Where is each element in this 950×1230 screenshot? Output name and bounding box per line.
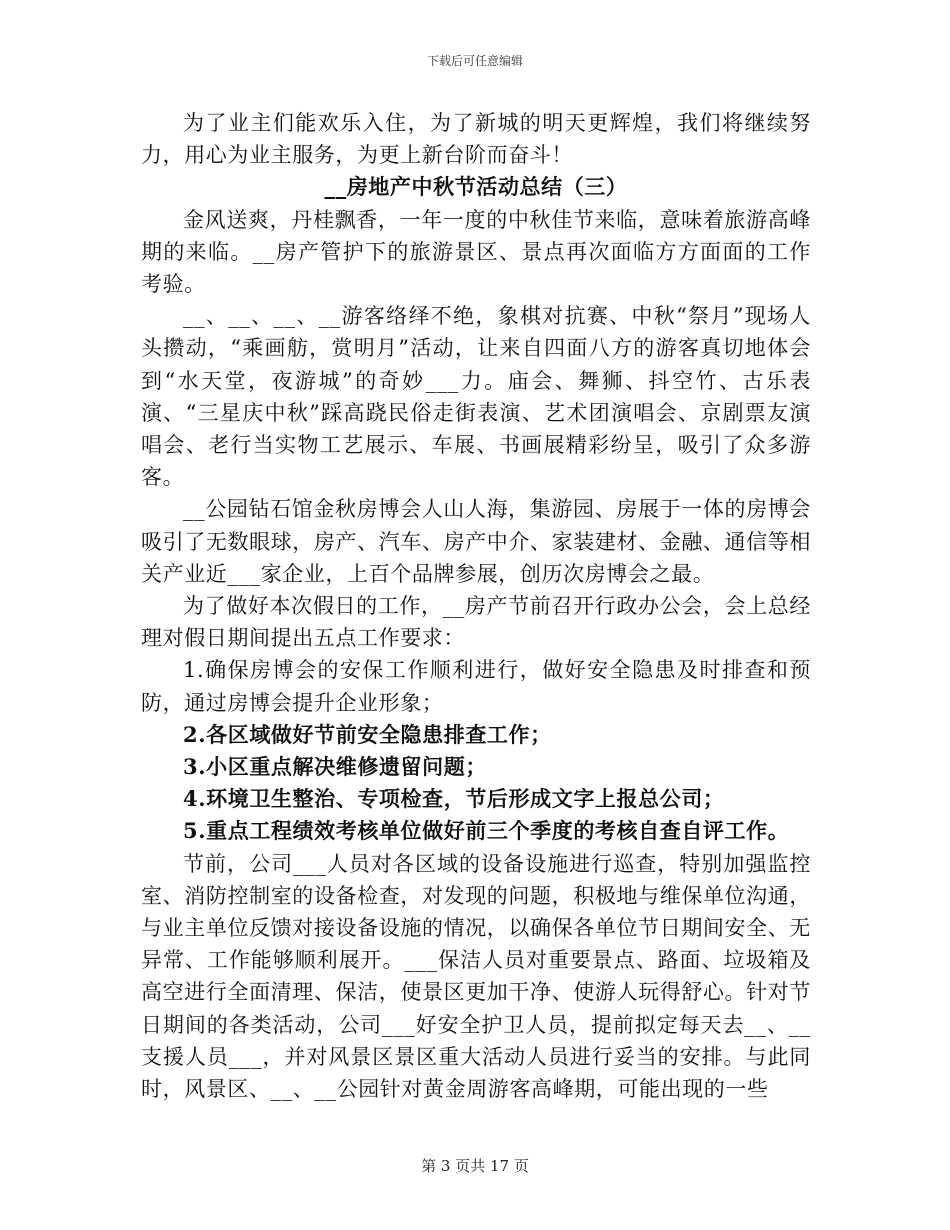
document-body — [141, 107, 811, 1105]
meeting-paragraph: 为了做好本次假日的工作，__房产节前召开行政办公会，会上总经理对假日期间提出五点工作要求： — [141, 594, 811, 651]
requirement-item-3: 3.小区重点解决维修遗留问题； — [183, 754, 487, 780]
page-number-footer: 第 3 页共 17 页 — [421, 1157, 529, 1175]
page-header: 下载后可任意编辑 — [426, 54, 523, 68]
requirement-item-1: 1.确保房博会的安保工作顺利进行，做好安全隐患及时排查和预防，通过房博会提升企业形象； — [141, 658, 811, 715]
requirement-item-5: 5.重点工程绩效考核单位做好前三个季度的考核自查自评工作。 — [183, 818, 790, 844]
intro-paragraph: 金风送爽，丹桂飘香，一年一度的中秋佳节来临，意味着旅游高峰期的来临。__房产管护下的旅游景区、景点再次面临方方面面的工作考验。 — [141, 207, 811, 297]
requirement-item-4: 4.环境卫生整治、专项检查，节后形成文字上报总公司； — [183, 786, 725, 812]
requirement-item-2: 2.各区域做好节前安全隐患排查工作； — [183, 721, 552, 747]
activities-paragraph: __、__、__、__游客络绎不绝，象棋对抗赛、中秋“祭月”现场人头攒动，“乘画舫，赏明月”活动，让来自四面八方的游客真切地体会到“水天堂，夜游城”的奇妙___力。庙会、舞狮、抖空竹、古乐表演、“三星庆中秋”踩高跷民俗走街表演、艺术团演唱会、京剧票友演唱会、老行当实物工艺展示、车展、书画展精彩纷呈，吸引了众多游客。 — [141, 304, 811, 490]
inspection-paragraph: 节前，公司___人员对各区域的设备设施进行巡查，特别加强监控室、消防控制室的设备检查，对发现的问题，积极地与维保单位沟通，与业主单位反馈对接设备设施的情况，以确保各单位节日期间安全、无异常、工作能够顺利展开。___保洁人员对重要景点、路面、垃圾箱及高空进行全面清理、保洁，使景区更加干净、使游人玩得舒心。针对节日期间的各类活动，公司___好安全护卫人员，提前拟定每天去__、__支援人员___，并对风景区景区重大活动人员进行妥当的安排。与此同时，风景区、__、__公园针对黄金周游客高峰期，可能出现的一些 — [141, 851, 811, 1102]
expo-paragraph: __公园钻石馆金秋房博会人山人海，集游园、房展于一体的房博会吸引了无数眼球，房产、汽车、房产中介、家装建材、金融、通信等相关产业近___家企业，上百个品牌参展，创历次房博会之最。 — [141, 497, 811, 586]
closing-paragraph: 为了业主们能欢乐入住，为了新城的明天更辉煌，我们将继续努力，用心为业主服务，为更上新台阶而奋斗！ — [141, 111, 811, 168]
section-title: __房地产中秋节活动总结（三） — [324, 174, 628, 200]
